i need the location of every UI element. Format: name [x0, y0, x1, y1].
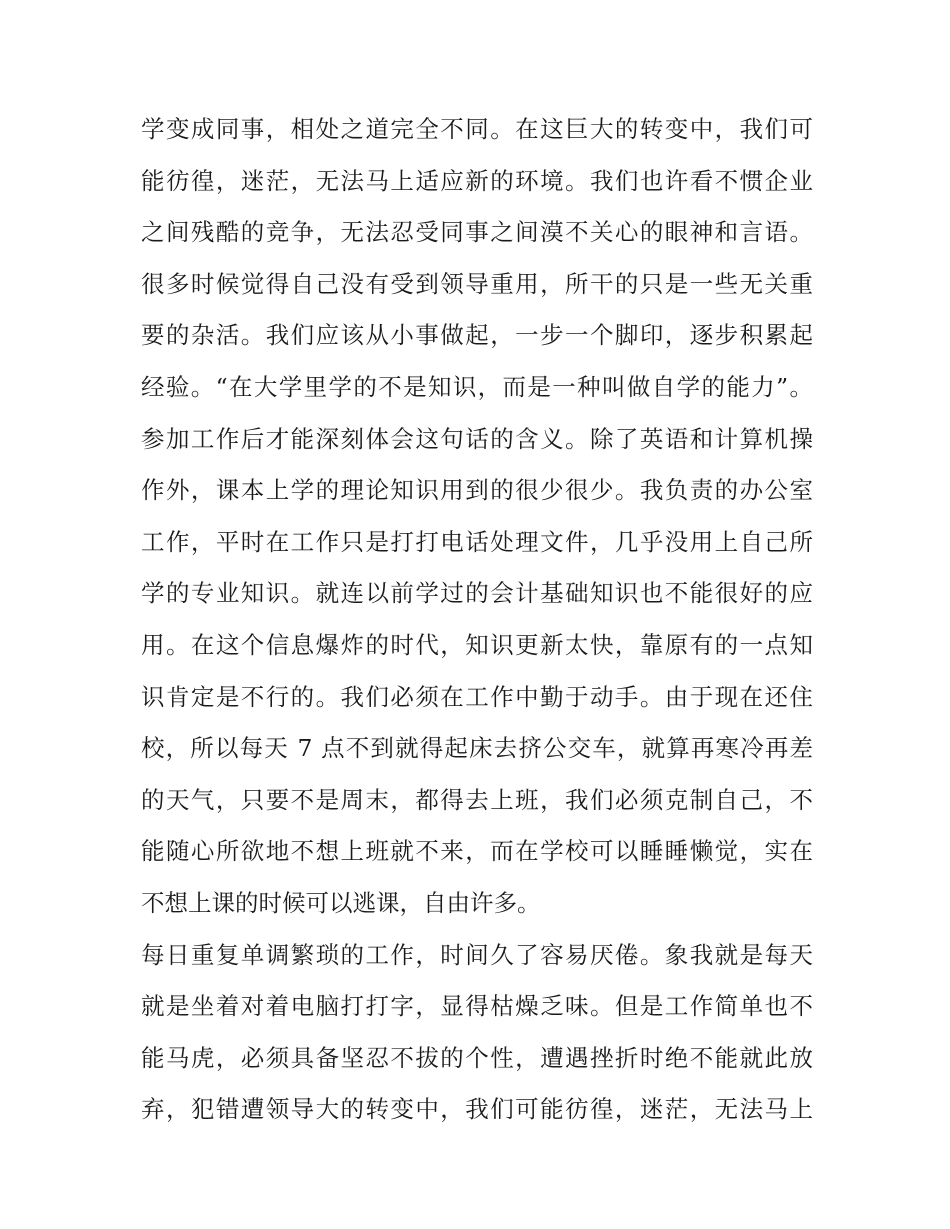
text-line: 能彷徨，迷茫，无法马上适应新的环境。我们也许看不惯企业	[141, 166, 813, 195]
text-line: 工作，平时在工作只是打打电话处理文件，几乎没用上自己所	[141, 527, 813, 556]
text-line: 就是坐着对着电脑打打字，显得枯燥乏味。但是工作简单也不	[141, 992, 813, 1021]
document-body	[141, 104, 813, 1136]
text-line: 用。在这个信息爆炸的时代，知识更新太快，靠原有的一点知	[141, 630, 813, 659]
text-line: 的天气，只要不是周末，都得去上班，我们必须克制自己，不	[141, 785, 813, 814]
text-line: 学变成同事，相处之道完全不同。在这巨大的转变中，我们可	[141, 115, 813, 143]
paragraph-1	[141, 104, 813, 930]
text-line: 每日重复单调繁琐的工作，时间久了容易厌倦。象我就是每天	[141, 940, 813, 969]
text-line: 能随心所欲地不想上班就不来，而在学校可以睡睡懒觉，实在	[141, 837, 813, 866]
text-line: 作外，课本上学的理论知识用到的很少很少。我负责的办公室	[141, 476, 813, 505]
text-line: 经验。“在大学里学的不是知识，而是一种叫做自学的能力”。	[141, 372, 813, 401]
text-line: 能马虎，必须具备坚忍不拔的个性，遭遇挫折时绝不能就此放	[141, 1043, 813, 1072]
text-line: 弃，犯错遭领导大的转变中，我们可能彷徨，迷茫，无法马上	[141, 1095, 813, 1124]
paragraph-2	[141, 930, 813, 1136]
text-line: 学的专业知识。就连以前学过的会计基础知识也不能很好的应	[141, 579, 813, 608]
text-line: 要的杂活。我们应该从小事做起，一步一个脚印，逐步积累起	[141, 321, 813, 350]
text-line: 识肯定是不行的。我们必须在工作中勤于动手。由于现在还住	[141, 682, 813, 711]
text-line: 不想上课的时候可以逃课，自由许多。	[141, 888, 541, 917]
text-line: 很多时候觉得自己没有受到领导重用，所干的只是一些无关重	[141, 269, 813, 298]
text-line: 之间残酷的竞争，无法忍受同事之间漠不关心的眼神和言语。	[141, 218, 813, 247]
text-line: 参加工作后才能深刻体会这句话的含义。除了英语和计算机操	[141, 424, 813, 453]
text-line: 校，所以每天 7 点不到就得起床去挤公交车，就算再寒冷再差	[141, 734, 813, 763]
